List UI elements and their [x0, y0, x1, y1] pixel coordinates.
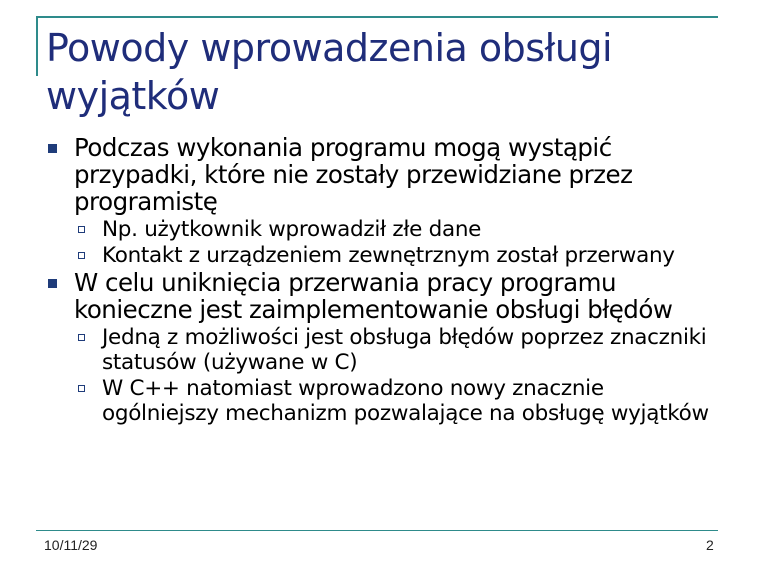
footer-date: 10/11/29 [44, 537, 98, 553]
top-frame-line [36, 16, 718, 18]
sub-bullet-text: W C++ natomiast wprowadzono nowy znacznie ogólniejszy mechanizm pozwalające na obsługę wyjątków [102, 376, 709, 426]
sub-bullet-item [46, 376, 716, 426]
slide-title: Powody wprowadzenia obsługi wyjątków [46, 26, 613, 118]
sub-bullet-item [46, 325, 716, 375]
page-number: 2 [706, 537, 714, 553]
bullet-text: Podczas wykonania programu mogą wystąpić przypadki, które nie zostały przewidziane przez programistę [74, 133, 633, 216]
hollow-square-bullet-icon [78, 252, 85, 259]
sub-bullet-text: Np. użytkownik wprowadził złe dane [102, 217, 482, 242]
sub-bullet-text: Jedną z możliwości jest obsługa błędów poprzez znaczniki statusów (używane w C) [102, 325, 707, 375]
slide-content [46, 134, 716, 427]
sub-bullet-item [46, 217, 716, 242]
hollow-square-bullet-icon [78, 385, 85, 392]
bullet-item [46, 269, 716, 323]
hollow-square-bullet-icon [78, 226, 85, 233]
left-frame-line [36, 16, 38, 76]
bullet-item [46, 134, 716, 215]
sub-bullet-item [46, 243, 716, 268]
square-bullet-icon [48, 279, 57, 288]
sub-bullet-text: Kontakt z urządzeniem zewnętrznym został przerwany [102, 243, 675, 268]
bullet-text: W celu uniknięcia przerwania pracy programu konieczne jest zaimplementowanie obsługi błędów [74, 268, 673, 324]
footer-divider [36, 530, 718, 531]
square-bullet-icon [48, 144, 57, 153]
hollow-square-bullet-icon [78, 334, 85, 341]
